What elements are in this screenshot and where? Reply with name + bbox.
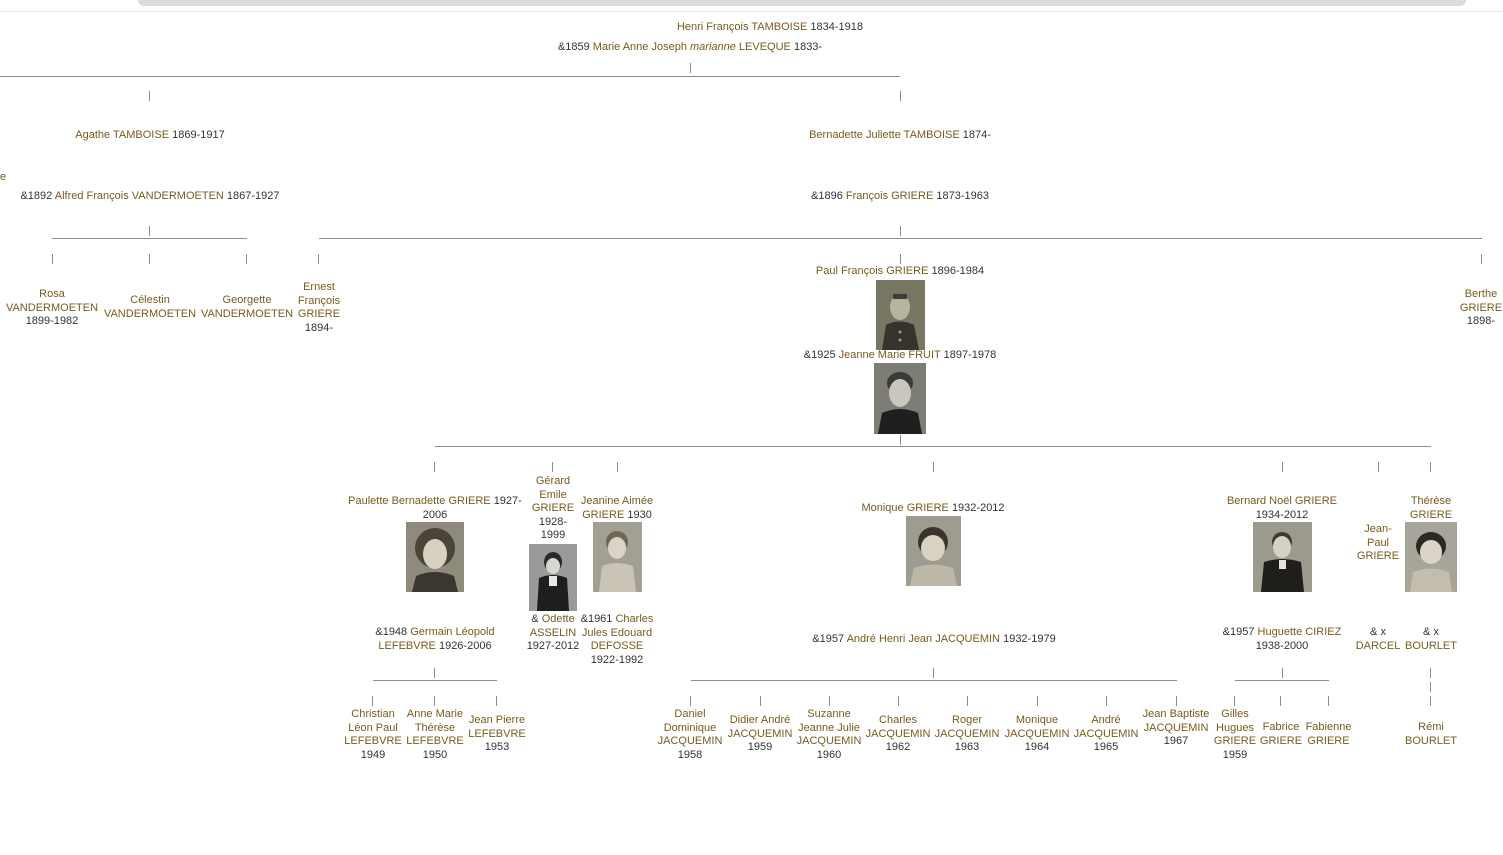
person-link[interactable]: Berthe GRIERE: [1459, 288, 1503, 314]
person-roger-jacquemin: [931, 714, 1003, 755]
person-link[interactable]: Charles Jules Edouard DEFOSSE: [581, 613, 654, 652]
connector: [318, 254, 319, 264]
spouse-andre-jacquemin: [784, 633, 1084, 647]
person-dates: 1833-: [793, 41, 823, 53]
person-dates: 1894-: [304, 321, 334, 334]
person-link[interactable]: Anne Marie Thérèse LEFEBVRE: [406, 708, 464, 747]
person-celestin-vandermoeten: [100, 294, 200, 321]
marriage-prefix: &1961: [580, 613, 613, 625]
person-gilles-griere: [1210, 708, 1260, 762]
person-fabienne-griere: [1301, 721, 1356, 748]
person-ernest-griere: [291, 281, 347, 335]
person-dates: 1964: [1024, 741, 1050, 753]
connector: [900, 226, 901, 236]
person-christian-lefebvre: [340, 708, 406, 762]
person-dates: 1927-2006: [422, 495, 522, 521]
connector: [691, 680, 1177, 681]
person-link[interactable]: DARCEL: [1355, 639, 1401, 652]
connector: [372, 696, 373, 706]
person-link[interactable]: Alfred François VANDERMOETEN: [54, 190, 224, 202]
person-link[interactable]: Bernadette Juliette TAMBOISE: [809, 129, 960, 141]
person-link[interactable]: Henri François TAMBOISE: [676, 21, 808, 33]
person-link[interactable]: Germain Léopold LEFEBVRE: [378, 626, 495, 652]
person-dates: 1930: [627, 508, 652, 521]
person-andre-jacquemin-child: [1070, 714, 1142, 755]
connector: [933, 462, 934, 472]
connector: [435, 446, 1431, 447]
connector: [434, 462, 435, 472]
person-suzanne-jacquemin: [793, 708, 865, 762]
woman-portrait-photo[interactable]: [874, 363, 926, 434]
spouse-charles-defosse: [577, 613, 657, 667]
person-bernadette-tamboise: [750, 129, 1050, 143]
person-link[interactable]: Georgette VANDERMOETEN: [200, 294, 294, 320]
spouse-marie-leveque: [530, 41, 850, 55]
connector: [0, 76, 900, 77]
connector: [52, 254, 53, 264]
person-dates: 1949: [360, 748, 386, 761]
spouse-darcel: [1350, 626, 1406, 653]
connector: [1430, 668, 1431, 678]
girl-portrait-photo[interactable]: [906, 516, 961, 586]
connector: [1282, 462, 1283, 472]
connector: [1430, 682, 1431, 692]
person-link[interactable]: Thérèse GRIERE: [1409, 495, 1453, 521]
connector: [496, 696, 497, 706]
person-dates: 1922-1992: [590, 653, 644, 666]
connector: [690, 696, 691, 706]
connector: [1430, 696, 1431, 706]
scrollbar-thumb[interactable]: [138, 0, 1466, 6]
person-dates: 1834-1918: [810, 21, 864, 33]
person-dates: 1932-1979: [1003, 633, 1056, 645]
person-link[interactable]: Agathe TAMBOISE: [75, 129, 170, 141]
person-jeanbaptiste-jacquemin: [1140, 708, 1212, 749]
person-dates: 1869-1917: [172, 129, 225, 141]
connector: [1235, 680, 1329, 681]
person-agathe-tamboise: [40, 129, 260, 143]
person-rosa-vandermoeten: [2, 288, 102, 329]
person-link[interactable]: Monique GRIERE: [861, 502, 949, 514]
spouse-huguette-ciriez: [1212, 626, 1352, 653]
person-dates: 1899-1982: [25, 315, 79, 327]
spouse-alfred-vandermoeten: [0, 190, 300, 204]
person-jeanpierre-lefebvre: [464, 714, 530, 755]
connector: [246, 254, 247, 264]
person-link[interactable]: Roger JACQUEMIN: [934, 714, 1000, 740]
person-link[interactable]: Bernard Noël GRIERE: [1226, 495, 1338, 507]
person-link[interactable]: BOURLET: [1405, 639, 1457, 652]
connector: [149, 254, 150, 264]
person-dates: 1938-2000: [1255, 639, 1309, 652]
person-dates: 1927-2012: [526, 640, 580, 652]
person-dates: 1963: [954, 741, 980, 753]
connector: [373, 680, 497, 681]
person-berthe-griere: [1458, 288, 1503, 329]
marriage-prefix: &1948: [375, 626, 408, 638]
man-portrait-photo[interactable]: [876, 280, 925, 350]
connector: [1430, 462, 1431, 472]
person-charles-jacquemin: [862, 714, 934, 755]
connector: [690, 63, 691, 73]
connector: [52, 238, 247, 239]
connector: [617, 462, 618, 472]
person-paul-griere: [780, 265, 1020, 279]
person-henri-tamboise: [640, 21, 900, 35]
connector: [1176, 696, 1177, 706]
person-dates: 1950: [422, 748, 448, 761]
connector: [1282, 668, 1283, 678]
person-link[interactable]: Paul François GRIERE: [815, 265, 929, 277]
marriage-prefix: &1957: [1222, 626, 1255, 638]
person-link[interactable]: Jean Pierre LEFEBVRE: [468, 714, 526, 740]
person-link[interactable]: Paulette Bernadette GRIERE: [348, 495, 491, 507]
person-gerard-griere: [528, 475, 578, 543]
person-georgette-vandermoeten: [197, 294, 297, 321]
person-dates: 1928-1999: [538, 515, 568, 541]
connector: [760, 696, 761, 706]
person-annemarie-lefebvre: [402, 708, 468, 762]
person-dates: 1953: [484, 741, 510, 753]
person-link[interactable]: André JACQUEMIN: [1073, 714, 1139, 740]
connector: [1037, 696, 1038, 706]
person-link[interactable]: Charles JACQUEMIN: [865, 714, 931, 740]
person-dates: 1926-2006: [438, 639, 492, 652]
marriage-prefix: &: [531, 613, 539, 625]
person-monique-griere: [833, 502, 1033, 516]
person-dates: 1962: [885, 741, 911, 753]
person-link[interactable]: André Henri Jean JACQUEMIN: [846, 633, 1001, 645]
marriage-prefix: & x: [1423, 626, 1439, 638]
woman-portrait-photo[interactable]: [406, 522, 464, 592]
spouse-jeanne-fruit: [760, 349, 1040, 363]
connector: [552, 462, 553, 472]
person-link[interactable]: Gilles Hugues GRIERE: [1213, 708, 1257, 747]
person-link[interactable]: Rosa VANDERMOETEN: [5, 288, 99, 314]
person-link[interactable]: Fabrice GRIERE: [1259, 721, 1303, 747]
person-link[interactable]: Fabienne GRIERE: [1305, 721, 1352, 747]
spouse-francois-griere: [750, 190, 1050, 204]
person-link[interactable]: Marie Anne Joseph marianne LEVEQUE: [592, 41, 791, 53]
person-dates: 1934-2012: [1255, 508, 1309, 521]
person-daniel-jacquemin: [654, 708, 726, 762]
spouse-germain-lefebvre: [365, 626, 505, 653]
marriage-prefix: &1925: [803, 349, 836, 361]
person-fabrice-griere: [1256, 721, 1306, 748]
person-link[interactable]: Didier André JACQUEMIN: [727, 714, 793, 740]
person-link[interactable]: Suzanne Jeanne Julie JACQUEMIN: [796, 708, 862, 747]
spouse-bourlet: [1400, 626, 1462, 653]
boy-portrait-photo[interactable]: [1253, 522, 1312, 592]
person-link[interactable]: Jean Baptiste JACQUEMIN: [1142, 708, 1210, 734]
person-dates: 1873-1963: [936, 190, 989, 202]
boy-portrait-photo[interactable]: [529, 544, 577, 611]
person-link[interactable]: François GRIERE: [845, 190, 934, 202]
connector: [967, 696, 968, 706]
person-jean-paul-griere: [1354, 523, 1402, 564]
marriage-prefix: &1859: [557, 41, 590, 53]
connector: [933, 668, 934, 678]
person-monique-jacquemin: [1001, 714, 1073, 755]
person-bernard-griere: [1212, 495, 1352, 522]
person-dates: 1867-1927: [226, 190, 280, 202]
person-link[interactable]: Daniel Dominique JACQUEMIN: [657, 708, 723, 747]
person-link[interactable]: Gérard Emile GRIERE: [531, 475, 575, 514]
person-dates: 1960: [816, 748, 842, 761]
person-link[interactable]: Monique JACQUEMIN: [1004, 714, 1070, 740]
person-link[interactable]: Jeanne Marie FRUIT: [838, 349, 941, 361]
connector: [149, 226, 150, 236]
girl-portrait-photo[interactable]: [1405, 522, 1457, 592]
person-dates: 1958: [677, 748, 703, 761]
girl-portrait-photo[interactable]: [593, 522, 642, 592]
person-dates: 1959: [1222, 748, 1248, 761]
connector: [434, 668, 435, 678]
connector: [900, 435, 901, 445]
horizontal-scrollbar[interactable]: [0, 0, 1503, 12]
spouse-odette-asselin: [526, 613, 580, 654]
connector: [898, 696, 899, 706]
connector: [829, 696, 830, 706]
person-dates: 1965: [1093, 741, 1119, 753]
person-therese-griere: [1400, 495, 1462, 522]
person-dates: 1874-: [962, 129, 991, 141]
connector: [900, 91, 901, 101]
person-link[interactable]: Huguette CIRIEZ: [1257, 626, 1342, 638]
person-link[interactable]: Odette ASSELIN: [529, 613, 577, 639]
connector: [1234, 696, 1235, 706]
person-link[interactable]: Jeanine Aimée GRIERE: [580, 495, 654, 521]
connector: [434, 696, 435, 706]
person-dates: 1897-1978: [943, 349, 997, 361]
edge-fragment: e: [0, 171, 7, 183]
marriage-prefix: &1896: [811, 190, 843, 202]
person-link[interactable]: Jean-Paul GRIERE: [1356, 523, 1400, 562]
person-dates: 1896-1984: [931, 265, 985, 277]
marriage-prefix: &1892: [20, 190, 53, 202]
person-dates: 1959: [747, 741, 773, 753]
marriage-prefix: &1957: [812, 633, 845, 645]
connector: [900, 254, 901, 264]
person-didier-jacquemin: [724, 714, 796, 755]
person-dates: 1967: [1163, 735, 1189, 747]
person-link[interactable]: Célestin VANDERMOETEN: [103, 294, 197, 320]
person-dates: 1898-: [1466, 315, 1496, 327]
connector: [149, 91, 150, 101]
person-link[interactable]: Ernest François GRIERE: [297, 281, 341, 320]
person-jeanine-griere: [577, 495, 657, 522]
person-link[interactable]: Rémi BOURLET: [1405, 721, 1457, 747]
connector: [1378, 462, 1379, 472]
connector: [319, 238, 1482, 239]
connector: [1106, 696, 1107, 706]
person-link[interactable]: Christian Léon Paul LEFEBVRE: [344, 708, 402, 747]
connector: [1280, 696, 1281, 706]
marriage-prefix: & x: [1370, 626, 1386, 638]
person-remi-bourlet: [1402, 721, 1460, 748]
connector: [1481, 254, 1482, 264]
person-dates: 1932-2012: [951, 502, 1005, 514]
connector: [1328, 696, 1329, 706]
person-paulette-griere: [340, 495, 530, 522]
